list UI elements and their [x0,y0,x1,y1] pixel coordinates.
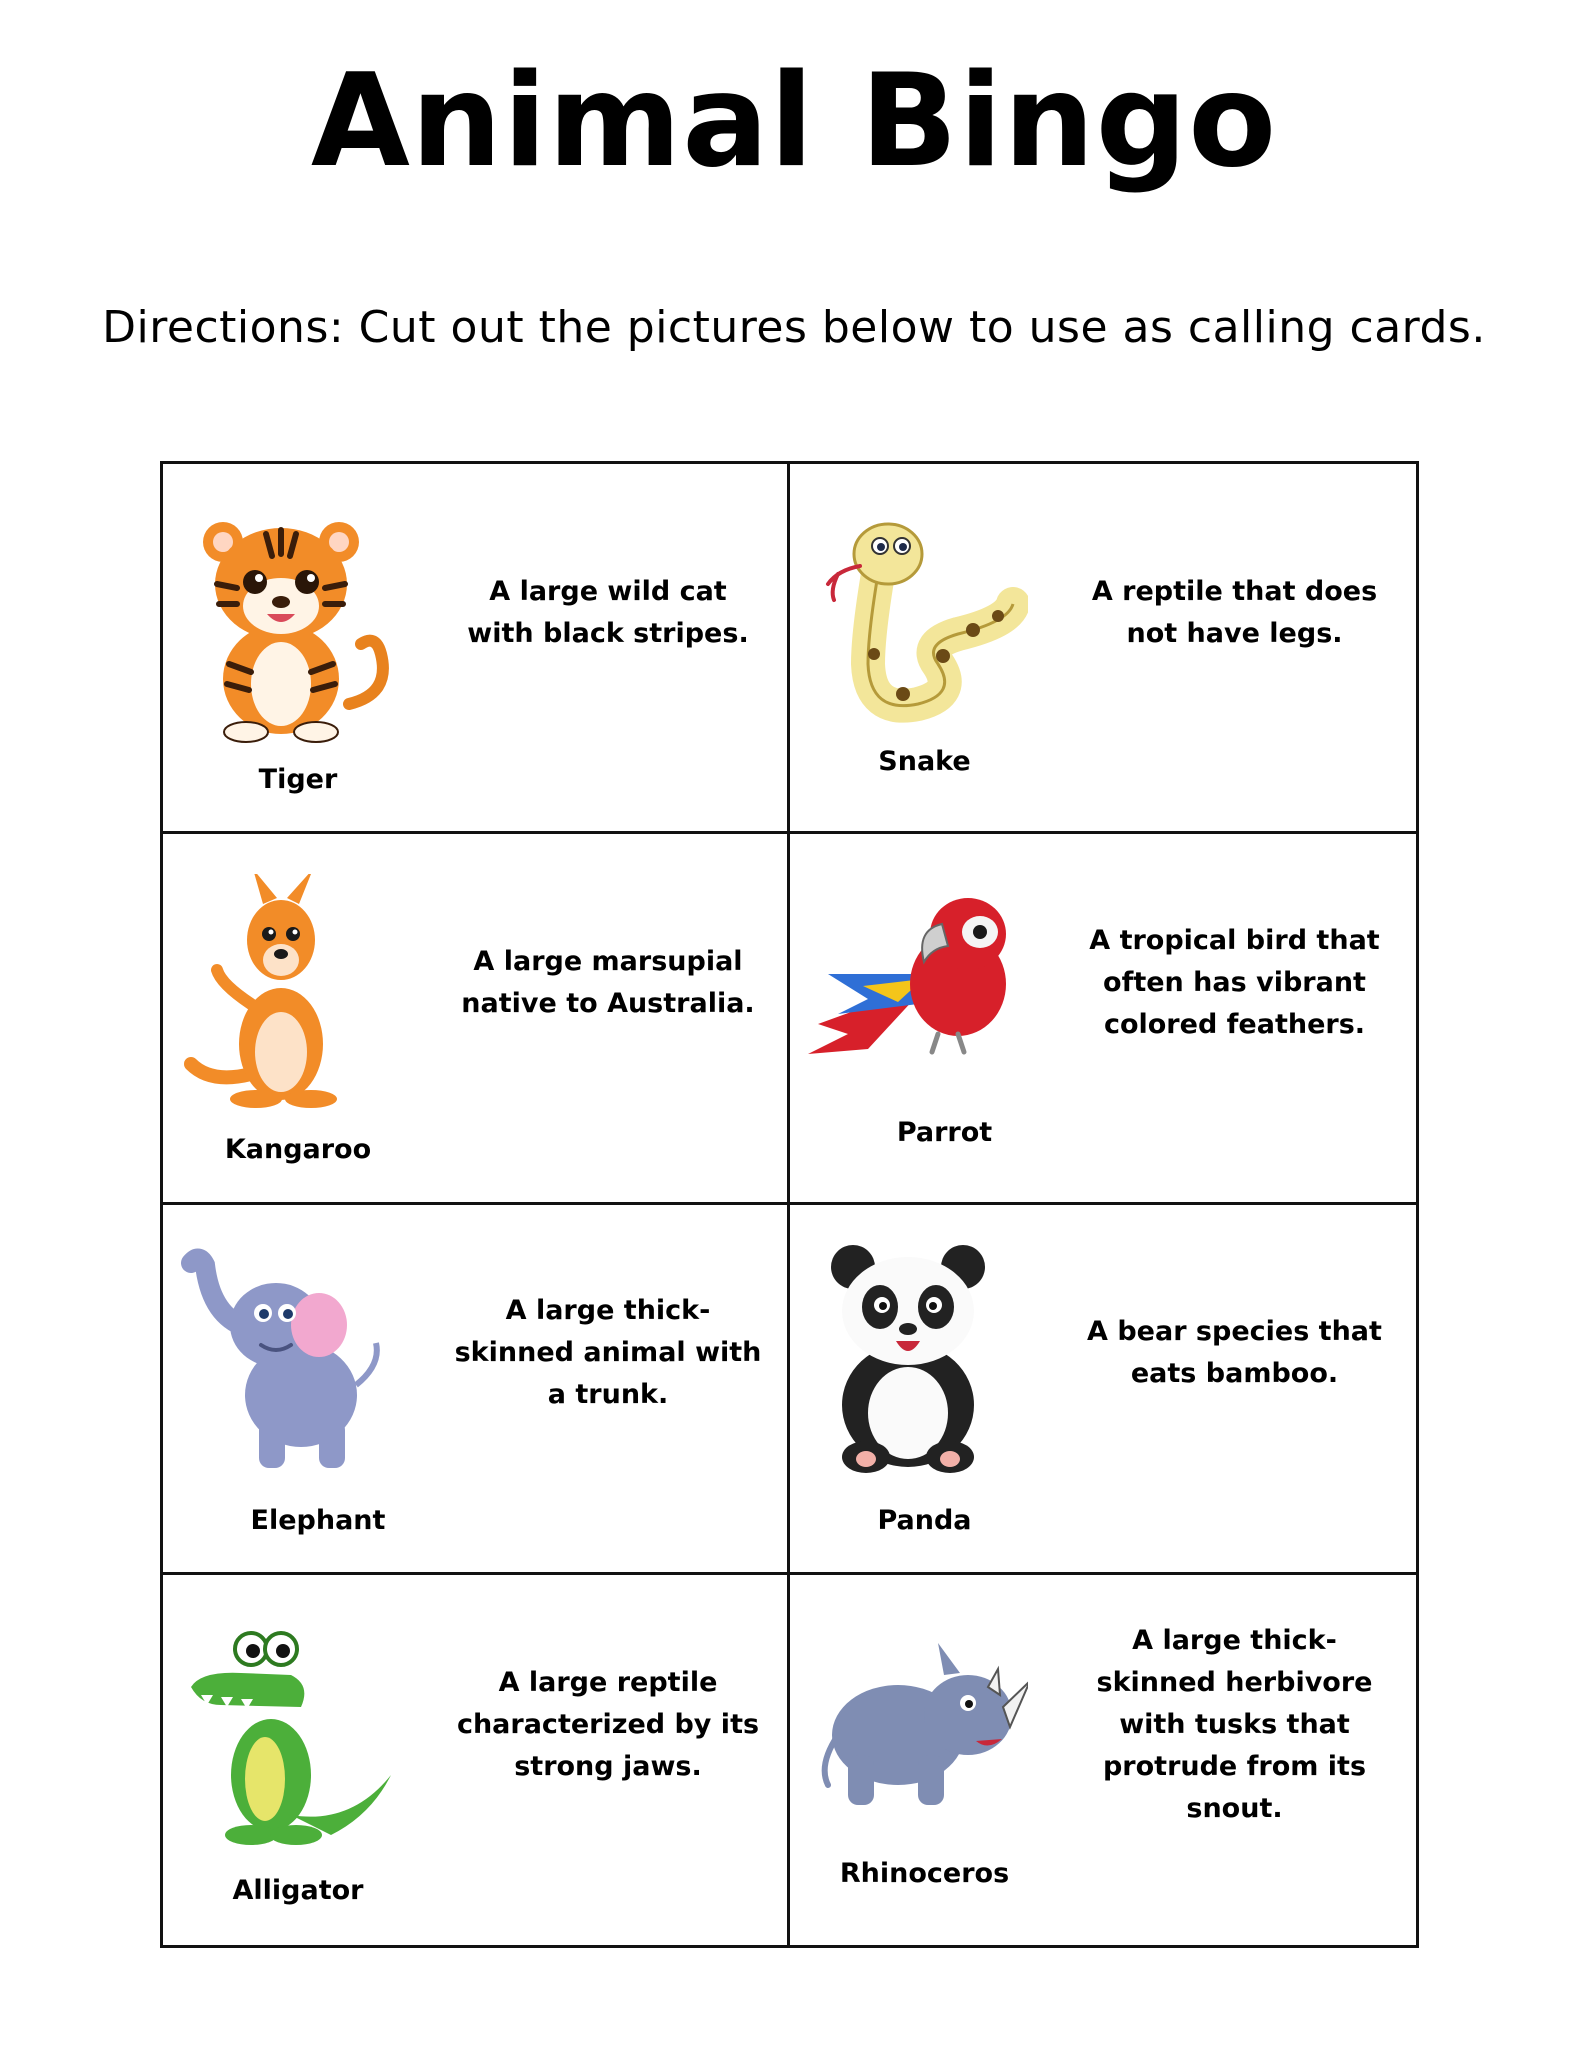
card-parrot[interactable] [790,834,1417,1204]
animal-description: A large wild cat with black stripes. [467,575,749,649]
animal-description: A large marsupial native to Australia. [461,945,755,1019]
animal-name: Tiger [258,764,338,795]
animal-description: A tropical bird that often has vibrant colored feathers. [1089,924,1380,1040]
rhinoceros-icon [808,1615,1028,1855]
parrot-icon [808,874,1028,1114]
animal-description: A large reptile characterized by its strong jaws. [456,1666,760,1782]
animal-name: Snake [878,746,971,777]
animal-name: Parrot [896,1117,993,1149]
bingo-card-grid [160,461,1419,1948]
panda-icon [808,1245,1028,1485]
card-snake[interactable] [790,464,1417,834]
snake-icon [808,504,1028,744]
animal-description: A large thick-skinned animal with a trunk. [454,1295,762,1411]
animal-name: Rhinoceros [839,1857,1010,1889]
card-panda[interactable] [790,1205,1417,1575]
card-kangaroo[interactable] [163,834,790,1204]
animal-description: A bear species that eats bamboo. [1087,1316,1382,1390]
animal-description: A reptile that does not have legs. [1091,575,1378,649]
directions-text: Directions: Cut out the pictures below to use as calling cards. [102,302,1486,353]
animal-name: Kangaroo [224,1134,372,1166]
alligator-icon [181,1615,401,1855]
kangaroo-icon [181,874,401,1114]
animal-description: A large thick-skinned herbivore with tusks that protrude from its snout. [1096,1624,1373,1824]
animal-name: Alligator [232,1874,364,1906]
card-rhinoceros[interactable] [790,1575,1417,1945]
card-elephant[interactable] [163,1205,790,1575]
elephant-icon [181,1245,401,1485]
animal-name: Elephant [250,1504,386,1536]
card-alligator[interactable] [163,1575,790,1945]
card-tiger[interactable] [163,464,790,834]
tiger-icon [181,504,401,744]
page-title: Animal Bingo [310,47,1278,196]
animal-name: Panda [877,1504,972,1536]
